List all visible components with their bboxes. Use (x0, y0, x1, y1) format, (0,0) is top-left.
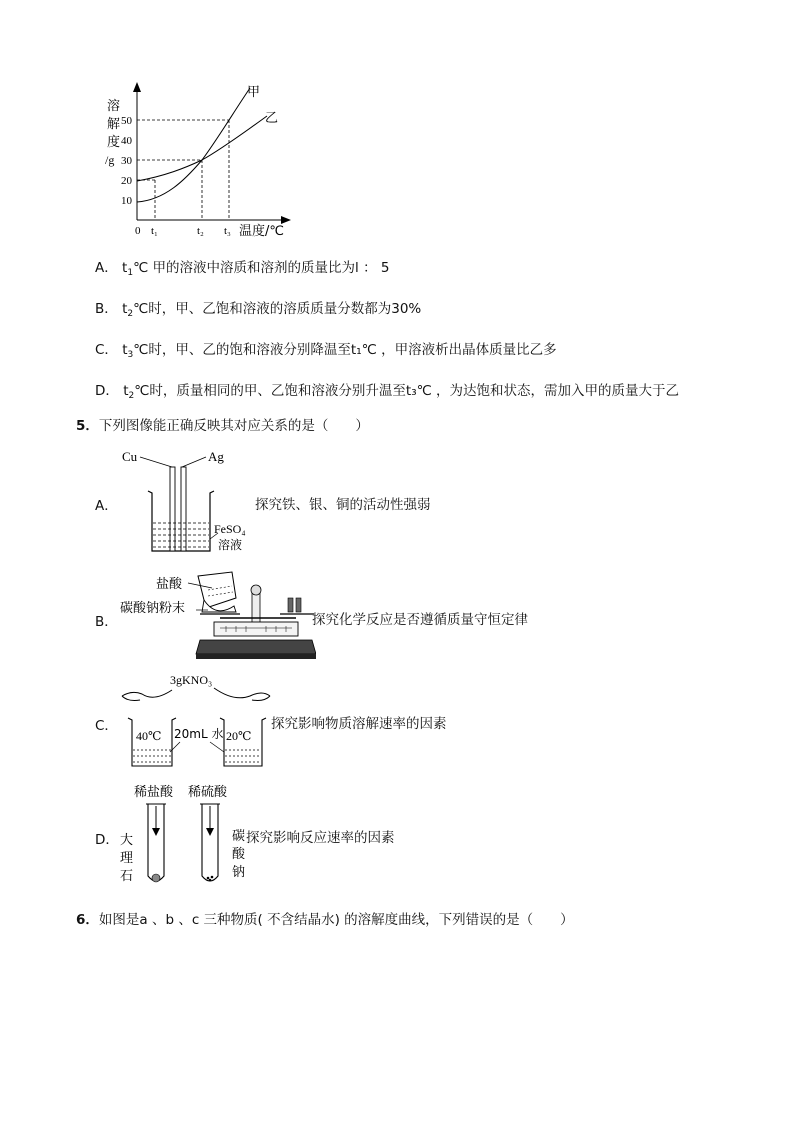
q4-option-d (95, 379, 679, 401)
y-tick-10: 10 (121, 195, 132, 207)
q5-option-c-letter: C． (95, 718, 118, 734)
q4-option-b (95, 297, 421, 319)
q4-option-c (95, 338, 557, 360)
origin-label: 0 (135, 225, 141, 237)
option-text: ℃时，甲、乙饱和溶液的溶质质量分数都为30% (133, 301, 422, 317)
label-40c: 40℃ (136, 729, 162, 743)
x-tick-t2: t₂ (197, 225, 204, 237)
q5-option-d-desc: 探究影响反应速率的因素 (246, 830, 395, 846)
q5-option-a-desc: 探究铁、银、铜的活动性强弱 (255, 497, 431, 513)
label-na2co3-1: 碳 (232, 829, 246, 844)
x-axis-label: 温度/℃ (239, 224, 284, 239)
y-label-2: 解 (107, 117, 121, 132)
series-label-yi: 乙 (265, 111, 279, 126)
option-letter: A． (95, 260, 118, 276)
option-sub: 2 (128, 391, 135, 401)
question-text: 如图是a 、b 、c 三种物质( 不含结晶水) 的溶解度曲线，下列错误的是（ ） (98, 912, 574, 928)
spoon-left (122, 690, 172, 697)
option-sub: 1 (127, 268, 134, 278)
series-label-jia: 甲 (247, 85, 261, 100)
y-tick-30: 30 (121, 155, 132, 167)
balance-figure (116, 568, 316, 664)
option-t: t (123, 383, 129, 399)
option-letter: D． (95, 383, 119, 399)
label-powder: 碳酸钠粉末 (120, 601, 186, 616)
spoon-right (214, 688, 270, 698)
question-text: 下列图像能正确反映其对应关系的是（ ） (98, 418, 369, 434)
option-text: ℃时，质量相同的甲、乙饱和溶液分别升温至t₃℃ ，为达饱和状态，需加入甲的质量大于乙 (134, 383, 680, 399)
q5-option-b-letter: B． (95, 614, 118, 630)
option-t: t (122, 260, 128, 276)
q6-stem (76, 908, 574, 928)
label-cu: Cu (122, 449, 138, 464)
guide-lines (137, 120, 229, 220)
q5-option-b-desc: 探究化学反应是否遵循质量守恒定律 (312, 612, 528, 628)
y-label-1: 溶 (107, 99, 121, 114)
label-kno3: 3gKNO₃ (170, 673, 213, 687)
question-number: 5． (76, 418, 99, 434)
beaker-metals-figure (118, 447, 258, 555)
option-sub: 3 (127, 350, 134, 360)
balance-base (196, 640, 316, 654)
test-tubes-figure (114, 780, 254, 890)
q5-option-a-letter: A． (95, 498, 118, 514)
arrow-down-icon (206, 828, 214, 836)
x-tick-t3: t₃ (224, 225, 231, 237)
label-marble-3: 石 (120, 869, 134, 884)
y-label-4: /g (105, 153, 115, 167)
y-tick-40: 40 (121, 135, 132, 147)
label-dilute-h2so4: 稀硫酸 (188, 785, 228, 800)
q5-stem (76, 414, 369, 434)
label-marble-2: 理 (120, 851, 134, 866)
label-feso4: FeSO₄ (214, 522, 246, 536)
option-letter: B． (95, 301, 118, 317)
y-tick-20: 20 (121, 175, 132, 187)
x-axis-arrow (281, 216, 291, 224)
question-number: 6． (76, 912, 99, 928)
q5-option-c-desc: 探究影响物质溶解速率的因素 (271, 716, 447, 732)
label-na2co3-2: 酸 (232, 847, 246, 862)
label-marble-1: 大 (120, 833, 134, 848)
arrow-down-icon (152, 828, 160, 836)
option-letter: C． (95, 342, 118, 358)
label-water: 20mL 水 (174, 727, 224, 741)
option-t: t (122, 301, 128, 317)
y-tick-50: 50 (121, 115, 132, 127)
q5-option-d-letter: D． (95, 832, 119, 848)
option-text: ℃ 甲的溶液中溶质和溶剂的质量比为l ： 5 (133, 260, 390, 276)
label-na2co3-3: 钠 (232, 865, 246, 880)
label-dilute-hcl: 稀盐酸 (134, 785, 174, 800)
dissolution-figure (118, 670, 278, 770)
label-ag: Ag (208, 449, 224, 464)
label-20c: 20℃ (226, 729, 252, 743)
solubility-chart (95, 80, 305, 240)
x-tick-t1: t₁ (151, 225, 158, 237)
option-text: ℃时，甲、乙的饱和溶液分别降温至t₁℃ ，甲溶液析出晶体质量比乙多 (133, 342, 557, 358)
silver-strip (181, 467, 186, 551)
label-acid: 盐酸 (156, 577, 183, 592)
y-axis-arrow (133, 82, 141, 92)
y-label-3: 度 (107, 135, 121, 150)
q4-option-a (95, 256, 389, 278)
curve-jia (137, 88, 250, 202)
option-t: t (122, 342, 128, 358)
option-sub: 2 (127, 309, 134, 319)
balance-beam (214, 622, 298, 636)
copper-strip (170, 467, 175, 551)
label-solution: 溶液 (218, 538, 243, 552)
